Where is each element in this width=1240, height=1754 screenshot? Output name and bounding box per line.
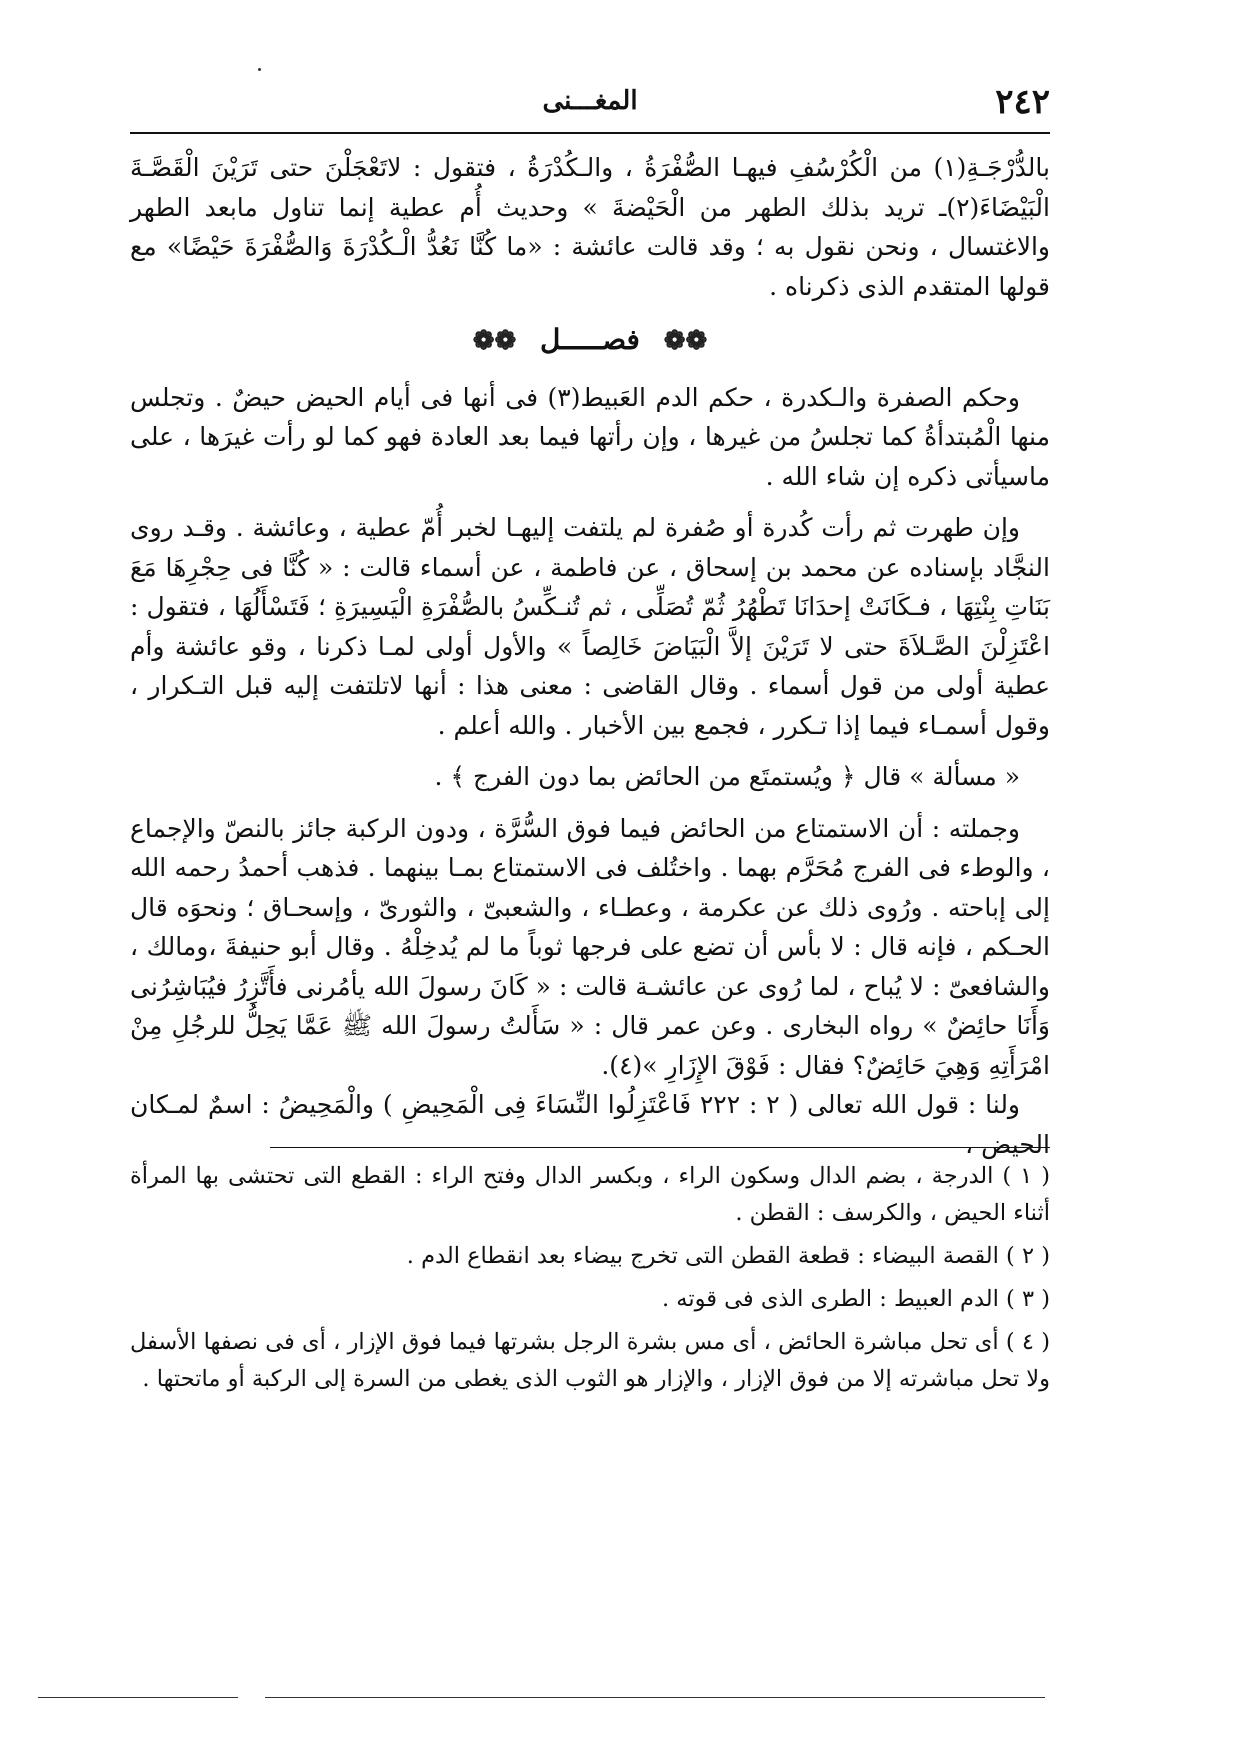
paragraph-5: ولنا : قول الله تعالى ( ٢ : ٢٢٢ فَاعْتَزِلُوا النِّسَاءَ فِى الْمَحِيضِ ) والْمَحِيضُ : اسمٌ لمـكان الحيض ، xyxy=(130,1090,1050,1159)
footnote-4: ( ٤ ) أى تحل مباشرة الحائض ، أى مس بشرة الرجل بشرتها فيما فوق الإزار ، أى فى نصفها الأسفل ولا تحل مباشرته إلا من فوق الإزار ، والإزار هو الثوب الذى يغطى من السرة إلى الركبة أو ماتحتها . xyxy=(130,1329,1050,1392)
paragraph-4: وجملته : أن الاستمتاع من الحائض فيما فوق السُّرَّة ، ودون الركبة جائز بالنصّ والإجماع ، والوطء فى الفرج مُحَرَّم بهما . واختُلف فى الاستمتاع بمـا بينهما . فذهب أحمدُ رحمه الله إلى إباحته . ورُوى ذلك عن عكرمة ، وعطـاء ، والشعبىّ ، والثورىّ ، وإسحـاق ؛ ونحوَه قال الحـكم ، فإنه قال : لا بأس أن تضع على فرجها ثوباً ما لم يُدخِلْهُ . وقال أبو حنيفةَ ،ومالك ، والشافعىّ : لا يُباح ، لما رُوى عن عائشـة قالت : « كَانَ رسولَ الله يأمُرنى فأَتَّزِرُ فيُبَاشِرُنى وَأَنَا حائِضٌ » رواه البخارى . وعن عمر قال : « سَأَلتُ رسولَ الله ﷺ عَمَّا يَحِلُّ للرجُلِ مِنْ امْرَأَتِهِ وَهِيَ حَائِضٌ؟ فقال : فَوْقَ الإِزَارِ »(٤). xyxy=(130,813,1050,1080)
page-number: ٢٤٢ xyxy=(995,82,1050,122)
footnote-1: ( ١ ) الدرجة ، بضم الدال وسكون الراء ، وبكسر الدال وفتح الراء : القطع التى تحتشى بها المرأة أثناء الحيض ، والكرسف : القطن . xyxy=(130,1163,1050,1226)
paragraph-2: وحكم الصفرة والـكدرة ، حكم الدم العَبيط(٣) فى أنها فى أيام الحيض حيضٌ . وتجلس منها الْمُبتدأةُ كما تجلسُ من غيرها ، وإن رأتها فيما بعد العادة فهو كما لو رأت غيرَها ، على ماسيأتى ذكره إن شاء الله . xyxy=(130,382,1050,491)
running-title: المغـــنى xyxy=(542,86,638,116)
floral-ornament-icon: ❁❁ xyxy=(663,326,708,356)
scan-speck xyxy=(258,68,261,71)
header-rule xyxy=(130,132,1050,134)
footnote-3: ( ٣ ) الدم العبيط : الطرى الذى فى قوته . xyxy=(662,1286,1050,1312)
section-heading xyxy=(130,320,1050,362)
footnotes xyxy=(130,1158,1050,1404)
footnote-2: ( ٢ ) القصة البيضاء : قطعة القطن التى تخرج بيضاء بعد انقطاع الدم . xyxy=(406,1243,1050,1269)
section-heading-label: فصـــــل xyxy=(540,323,640,356)
bottom-rule-left xyxy=(38,1697,238,1698)
page-header xyxy=(130,82,1050,130)
footnote-rule xyxy=(270,1147,1050,1148)
paragraph-1: بالدُّرْجَـةِ(١) من الْكُرْسُفِ فيهـا الصُّفْرَةُ ، والـكُدْرَةُ ، فتقول : لاتَعْجَلْنَ حتى تَرَيْنَ الْقَصَّـةَ الْبَيْضَاءَ(٢)ـ تريد بذلك الطهر من الْحَيْضةَ » وحديث أُم عطية إنما تناول مابعد الطهر والاغتسال ، ونحن نقول به ؛ وقد قالت عائشة : «ما كُنَّا نَعُدُّ الْـكُدْرَةَ وَالصُّفْرَةَ حَيْضًا» مع قولها المتقدم الذى ذكرناه . xyxy=(130,153,1050,301)
main-text xyxy=(130,148,1050,1164)
bottom-rule-right xyxy=(265,1697,1045,1698)
paragraph-3: وإن طهرت ثم رأت كُدرة أو صُفرة لم يلتفت إليهـا لخبر أُمّ عطية ، وعائشة . وقـد روى النجَّاد بإسناده عن محمد بن إسحاق ، عن فاطمة ، عن أسماء قالت : « كُنَّا فى حِجْرِهَا مَعَ بَنَاتِ بِنْتِهَا ، فـكَانَتْ إحدَانَا تَطْهُرُ ثُمّ تُصَلِّى ، ثم تُنـكِّسُ بالصُّفْرَةِ الْيَسِيرَةِ ؛ فَتَسْأَلُهَا ، فتقول : اعْتَزِلْنَ الصَّـلاَةَ حتى لا تَرَيْنَ إلاَّ الْبَيَاضَ خَالِصاً » والأول أولى لمـا ذكرنا ، وقو عائشة وأم عطية أولى من قول أسماء . وقال القاضى : معنى هذا : أنها لاتلتفت إليه قبل التـكرار ، وقول أسمـاء فيما إذا تـكرر ، فجمع بين الأخبار . والله أعلم . xyxy=(130,513,1050,740)
masala-heading: « مسألة » قال ﴿ ويُستمتَع من الحائض بما دون الفرج ﴾ . xyxy=(434,762,1020,791)
floral-ornament-icon: ❁❁ xyxy=(472,326,517,356)
